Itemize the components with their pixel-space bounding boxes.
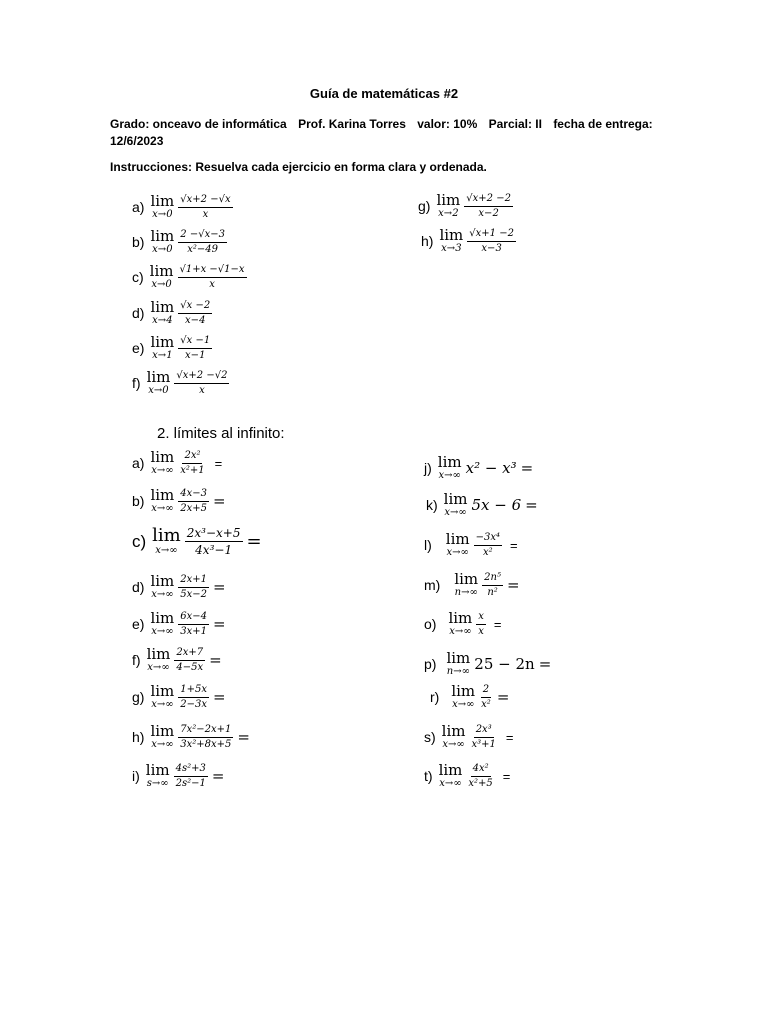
lim-word: lim (150, 722, 175, 740)
exercise-label: p) (424, 656, 437, 672)
exercise-1h (421, 228, 516, 254)
equals-sign: = (246, 531, 262, 552)
denominator: x²+5 (468, 777, 493, 789)
lim-word: lim (150, 298, 175, 316)
limit-operator (446, 651, 470, 677)
lim-word: lim (145, 761, 170, 779)
limit-operator (438, 455, 462, 481)
exercise-label: s) (424, 729, 436, 745)
lim-word: lim (437, 453, 462, 471)
denominator: x (209, 278, 215, 290)
exercise-2s (424, 724, 513, 750)
numerator: 2x+1 (178, 575, 209, 588)
limit-operator (150, 488, 174, 514)
lim-word: lim (146, 645, 171, 663)
expression: 5x − 6 (471, 496, 522, 514)
exercise-2m (424, 572, 520, 598)
exercise-label: b) (132, 234, 145, 250)
lim-sub: x→∞ (446, 547, 469, 558)
numerator: 1+5x (178, 685, 209, 698)
denominator: x−2 (478, 207, 499, 219)
fraction (178, 489, 209, 514)
exercise-label: f) (132, 375, 141, 391)
equals-sign: = (520, 459, 534, 477)
fraction (479, 685, 493, 710)
exercise-label: a) (132, 199, 145, 215)
denominator: x−4 (185, 314, 206, 326)
exercise-label: k) (426, 497, 438, 513)
lim-word: lim (150, 192, 175, 210)
equals-sign: = (211, 767, 225, 785)
lim-sub: n→∞ (446, 666, 470, 677)
lim-sub: x→∞ (155, 545, 178, 556)
fraction (467, 229, 516, 254)
denominator: x−1 (185, 349, 206, 361)
fraction (178, 725, 233, 750)
exercise-label: c) (132, 269, 144, 285)
exercise-2b (132, 488, 226, 514)
exercise-2a (132, 450, 222, 476)
exercise-2e (132, 611, 226, 637)
denominator: x (478, 625, 484, 637)
denominator: 3x+1 (180, 625, 208, 637)
exercise-2h (132, 724, 250, 750)
fraction (178, 575, 209, 600)
exercise-2l (424, 532, 518, 558)
exercise-label: e) (132, 340, 145, 356)
fraction (464, 194, 513, 219)
fraction (185, 527, 243, 556)
limit-operator (150, 611, 174, 637)
limit-operator (150, 450, 174, 476)
lim-sub: x→4 (152, 315, 173, 326)
exercise-2p (424, 651, 551, 677)
lim-word: lim (150, 448, 175, 466)
lim-sub: x→∞ (151, 699, 174, 710)
denominator: x (202, 208, 209, 220)
fraction (466, 764, 494, 789)
fraction (174, 371, 229, 396)
lim-word: lim (150, 486, 175, 504)
lim-sub: x→∞ (442, 739, 465, 750)
lim-sub: x→1 (152, 350, 173, 361)
lim-sub: x→0 (152, 209, 173, 220)
exercise-1c (132, 264, 247, 290)
lim-sub: x→∞ (449, 626, 472, 637)
limit-operator (448, 611, 472, 637)
lim-sub: x→∞ (438, 470, 461, 481)
lim-word: lim (436, 191, 461, 209)
numerator: √x+1 −2 (467, 229, 516, 242)
exercise-label: b) (132, 493, 145, 509)
limit-operator (147, 647, 171, 673)
parcial-text: Parcial: II (488, 117, 542, 131)
exercise-2d (132, 574, 226, 600)
denominator: 2s²−1 (175, 777, 206, 789)
lim-sub: x→∞ (452, 699, 475, 710)
lim-sub: x→0 (151, 279, 172, 290)
exercise-2t (424, 763, 510, 789)
numerator: 2 (481, 685, 491, 698)
lim-word: lim (446, 649, 471, 667)
lim-sub: x→0 (148, 385, 169, 396)
fraction (174, 764, 208, 789)
limit-operator (436, 193, 460, 219)
fecha-label: fecha de entrega: (553, 117, 653, 131)
limit-operator (152, 527, 181, 556)
lim-word: lim (448, 609, 473, 627)
lim-word: lim (150, 333, 175, 351)
exercise-label: g) (418, 198, 431, 214)
exercise-2o (424, 611, 502, 637)
lim-sub: x→∞ (147, 662, 170, 673)
exercise-2j (424, 455, 533, 481)
equals-sign: = (493, 616, 502, 632)
header-info (110, 116, 670, 150)
lim-word: lim (439, 226, 464, 244)
numerator: 2n⁵ (482, 573, 503, 586)
numerator: 2x³ (474, 725, 494, 738)
limit-operator (147, 370, 171, 396)
numerator: 2 −√x−3 (178, 230, 227, 243)
fraction (178, 195, 232, 220)
limit-operator (150, 300, 174, 326)
exercise-1e (132, 335, 212, 361)
numerator: √x+2 −2 (464, 194, 513, 207)
numerator: 4x² (471, 764, 491, 777)
denominator: x²−49 (187, 243, 218, 255)
exercise-label: l) (424, 537, 432, 553)
exercise-2f (132, 647, 222, 673)
exercise-label: j) (424, 460, 432, 476)
lim-sub: s→∞ (146, 778, 169, 789)
valor-text: valor: 10% (417, 117, 478, 131)
lim-word: lim (149, 262, 174, 280)
lim-sub: x→∞ (151, 589, 174, 600)
equals-sign: = (213, 492, 226, 510)
limit-operator (150, 335, 174, 361)
exercise-1a (132, 194, 233, 220)
lim-sub: n→∞ (454, 587, 478, 598)
lim-sub: x→∞ (444, 507, 467, 518)
equals-sign: = (213, 688, 226, 706)
numerator: √1+x −√1−x (178, 265, 247, 278)
prof-text: Prof. Karina Torres (298, 117, 406, 131)
exercise-label: h) (132, 729, 145, 745)
fraction (482, 573, 503, 598)
exercise-label: r) (430, 689, 440, 705)
exercise-2g (132, 684, 226, 710)
exercise-1d (132, 300, 212, 326)
equals-sign: = (502, 768, 511, 784)
lim-word: lim (150, 682, 175, 700)
equals-sign: = (510, 537, 518, 553)
denominator: x²+1 (180, 464, 205, 476)
denominator: x² (482, 546, 493, 558)
equals-sign: = (506, 576, 520, 594)
fraction (178, 612, 209, 637)
exercise-1f (132, 370, 229, 396)
equals-sign: = (214, 455, 223, 471)
exercise-label: i) (132, 768, 140, 784)
lim-word: lim (438, 761, 463, 779)
exercise-label: a) (132, 455, 145, 471)
fraction (178, 451, 206, 476)
numerator: 4x−3 (178, 489, 209, 502)
denominator: 4−5x (176, 661, 204, 673)
numerator: 2x³−x+5 (186, 526, 241, 540)
lim-word: lim (152, 525, 181, 546)
equals-sign: = (505, 729, 514, 745)
exercise-label: e) (132, 616, 145, 632)
lim-sub: x→∞ (439, 778, 462, 789)
fraction (178, 230, 227, 255)
exercise-2i (132, 763, 224, 789)
equals-sign: = (525, 496, 538, 514)
fraction (178, 301, 212, 326)
limit-operator (150, 194, 174, 220)
denominator: 5x−2 (180, 588, 208, 600)
fraction (178, 685, 209, 710)
equals-sign: = (213, 615, 226, 633)
exercise-2r (430, 684, 509, 710)
denominator: x³+1 (471, 738, 496, 750)
fraction (178, 265, 247, 290)
lim-sub: x→∞ (151, 503, 174, 514)
lim-word: lim (454, 570, 479, 588)
grado-text: Grado: onceavo de informática (110, 117, 287, 131)
numerator: √x −2 (178, 301, 212, 314)
exercise-1b (132, 229, 227, 255)
lim-sub: x→0 (152, 244, 173, 255)
lim-word: lim (150, 572, 175, 590)
numerator: 2x² (182, 451, 202, 464)
lim-word: lim (443, 490, 468, 508)
numerator: √x+2 −√x (178, 195, 232, 208)
exercise-label: d) (132, 305, 145, 321)
equals-sign: = (209, 651, 222, 669)
equals-sign: = (213, 578, 226, 596)
exercise-1g (418, 193, 513, 219)
limit-operator (150, 264, 174, 290)
limit-operator (146, 763, 170, 789)
numerator: 2x+7 (174, 648, 205, 661)
exercise-label: o) (424, 616, 437, 632)
denominator: x−3 (481, 242, 502, 254)
lim-sub: x→∞ (151, 626, 174, 637)
denominator: 4x³−1 (195, 543, 233, 557)
section-heading: 2. límites al infinito: (157, 425, 285, 442)
instructions: Instrucciones: Resuelva cada ejercicio en forma clara y ordenada. (110, 160, 487, 174)
limit-operator (444, 492, 468, 518)
denominator: 2−3x (180, 698, 208, 710)
fraction (470, 725, 498, 750)
lim-word: lim (146, 368, 171, 386)
lim-sub: x→∞ (151, 739, 174, 750)
denominator: 3x²+8x+5 (180, 738, 232, 750)
exercise-label: g) (132, 689, 145, 705)
numerator: √x+2 −√2 (174, 371, 229, 384)
limit-operator (439, 228, 463, 254)
limit-operator (150, 684, 174, 710)
limit-operator (442, 724, 466, 750)
lim-sub: x→∞ (151, 465, 174, 476)
lim-word: lim (150, 609, 175, 627)
fraction (178, 336, 212, 361)
exercise-2k (426, 492, 538, 518)
denominator: 2x+5 (180, 502, 208, 514)
lim-word: lim (445, 530, 470, 548)
fecha-value: 12/6/2023 (110, 134, 164, 148)
exercise-label: m) (424, 577, 441, 593)
exercise-label: f) (132, 652, 141, 668)
numerator: x (476, 612, 486, 625)
fraction (476, 612, 486, 637)
denominator: x² (481, 698, 491, 710)
expression: x² − x³ (465, 459, 517, 477)
exercise-label: h) (421, 233, 434, 249)
exercise-label: t) (424, 768, 433, 784)
limit-operator (150, 574, 174, 600)
exercise-label: c) (132, 531, 147, 551)
numerator: 4s²+3 (174, 764, 208, 777)
equals-sign: = (538, 655, 552, 673)
denominator: x (199, 384, 205, 396)
numerator: 7x²−2x+1 (178, 725, 233, 738)
equals-sign: = (237, 728, 250, 746)
lim-word: lim (441, 722, 466, 740)
denominator: n² (487, 586, 498, 598)
limit-operator (150, 724, 174, 750)
equals-sign: = (496, 688, 510, 706)
lim-sub: x→3 (441, 243, 462, 254)
expression: 25 − 2n (474, 655, 535, 673)
lim-word: lim (150, 227, 175, 245)
limit-operator (451, 684, 475, 710)
fraction (174, 648, 205, 673)
limit-operator (454, 572, 478, 598)
lim-word: lim (451, 682, 476, 700)
page-title: Guía de matemáticas #2 (309, 86, 459, 101)
numerator: √x −1 (178, 336, 212, 349)
limit-operator (150, 229, 174, 255)
numerator: −3x⁴ (474, 533, 502, 546)
numerator: 6x−4 (178, 612, 209, 625)
exercise-label: d) (132, 579, 145, 595)
lim-sub: x→2 (438, 208, 459, 219)
exercise-2c (132, 527, 262, 556)
fraction (474, 533, 502, 558)
limit-operator (439, 763, 463, 789)
limit-operator (446, 532, 470, 558)
